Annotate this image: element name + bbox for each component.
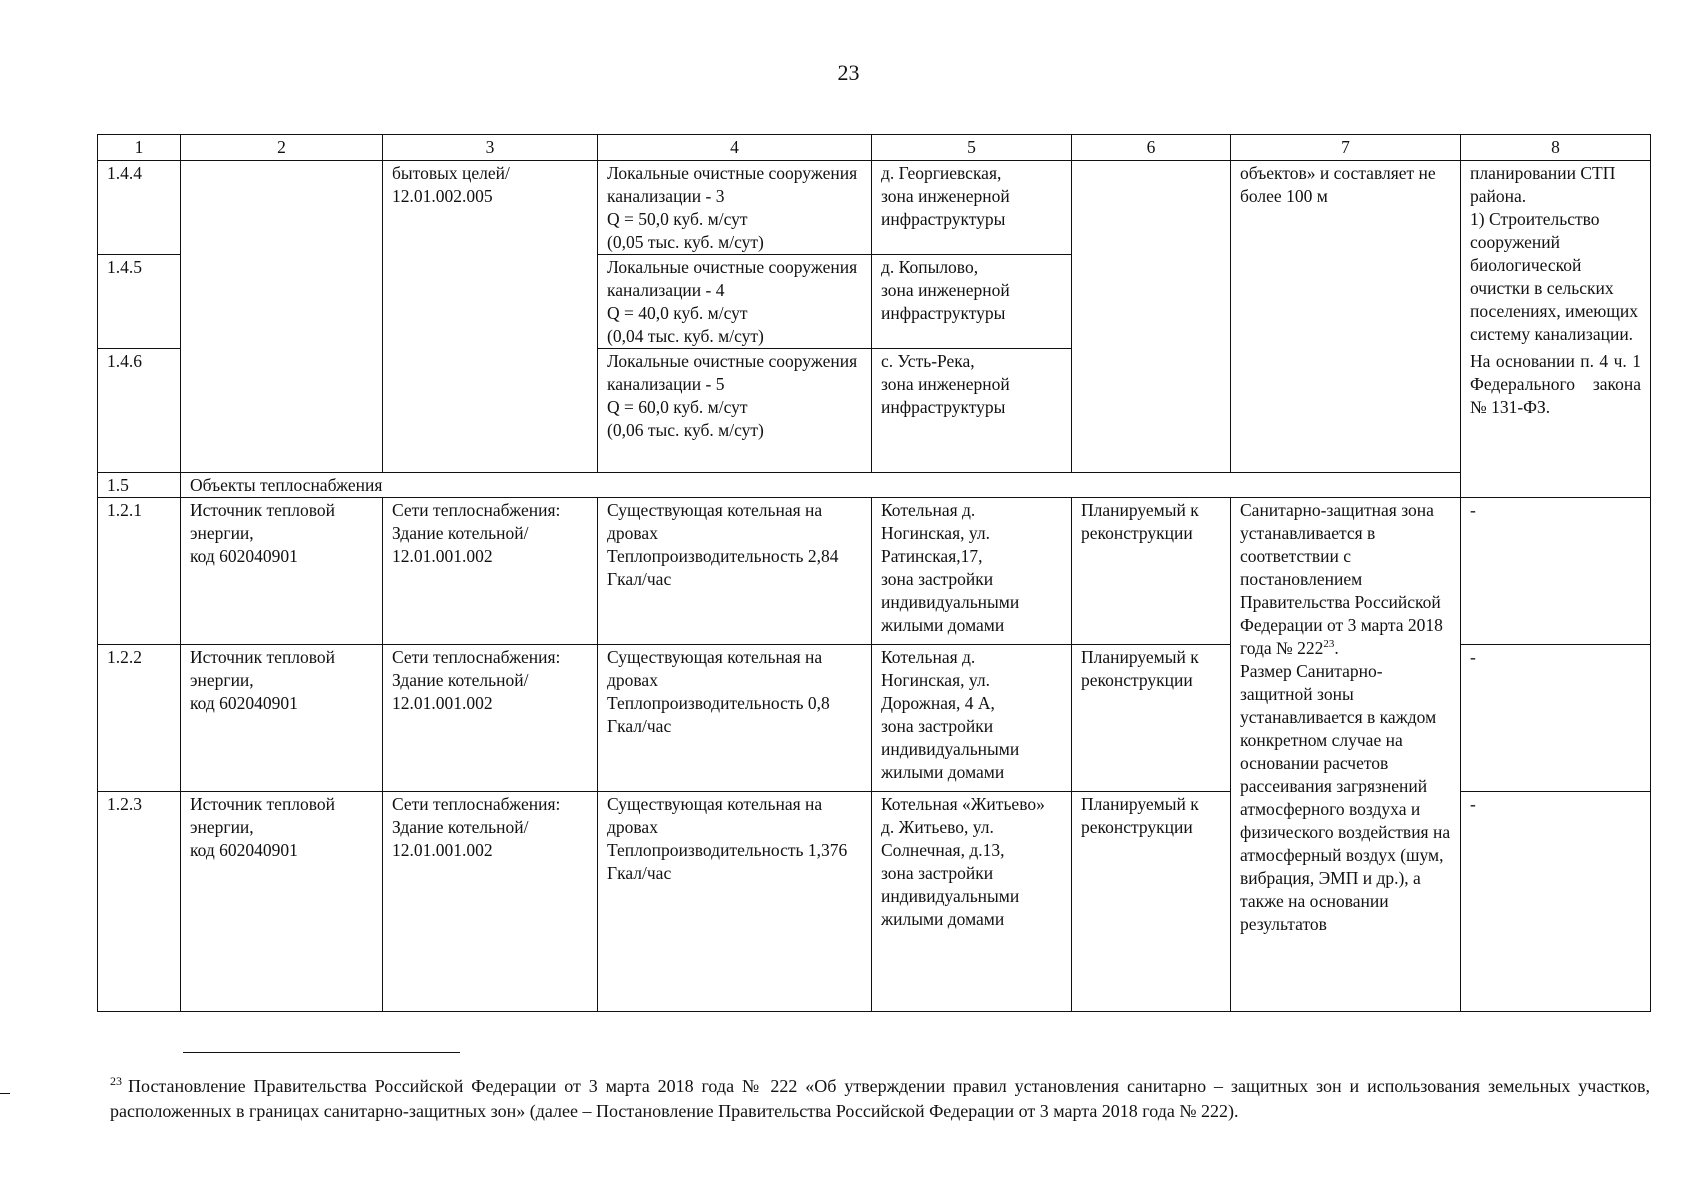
table-row [98,498,1651,645]
column-number: 7 [1231,135,1461,161]
status-cell: Планируемый к реконструкции [1072,645,1231,792]
footnote-separator [183,1052,460,1053]
object-code-cell: бытовых целей/ 12.01.002.005 [383,161,598,473]
object-name-cell: Существующая котельная на дровах Теплопроизводительность 1,376 Гкал/час [598,792,872,1012]
column-number: 4 [598,135,872,161]
object-name-cell: Локальные очистные сооружения канализации - 3 Q = 50,0 куб. м/сут (0,05 тыс. куб. м/сут) [598,161,872,255]
status-cell [1072,161,1231,473]
object-type-cell [181,161,383,473]
zone-cell [1231,498,1461,1012]
justification-law: На основании п. 4 ч. 1 Федерального закона № 131-ФЗ. [1470,351,1641,417]
column-number: 1 [98,135,181,161]
column-number: 6 [1072,135,1231,161]
column-number-row [98,135,1651,161]
object-type-cell: Источник тепловой энергии, код 602040901 [181,792,383,1012]
column-number: 8 [1461,135,1651,161]
location-cell: с. Усть-Река, зона инженерной инфраструктуры [872,349,1072,473]
justification-cell [1461,161,1651,498]
object-name-cell: Существующая котельная на дровах Теплопроизводительность 0,8 Гкал/час [598,645,872,792]
page-number: 23 [837,60,860,85]
location-cell: Котельная д. Ногинская, ул. Ратинская,17, зона застройки индивидуальными жилыми домами [872,498,1072,645]
justification-cell: - [1461,792,1651,1012]
section-title: Объекты теплоснабжения [181,473,1461,498]
row-number: 1.2.3 [98,792,181,1012]
object-type-cell: Источник тепловой энергии, код 602040901 [181,498,383,645]
footnote [110,1074,1650,1124]
status-cell: Планируемый к реконструкции [1072,792,1231,1012]
object-name-cell: Существующая котельная на дровах Теплопроизводительность 2,84 Гкал/час [598,498,872,645]
status-cell: Планируемый к реконструкции [1072,498,1231,645]
object-code-cell: Сети теплоснабжения: Здание котельной/ 12.01.001.002 [383,498,598,645]
planning-table [97,134,1651,1012]
zone-text: Санитарно-защитная зона устанавливается в соответствии с постановлением Правительства Российской Федерации от 3 марта 2018 года № 222 [1240,500,1443,658]
section-row [98,473,1651,498]
margin-dash [0,1093,10,1094]
location-cell: д. Георгиевская, зона инженерной инфраструктуры [872,161,1072,255]
justification-text: планировании СТП района. 1) Строительство сооружений биологической очистки в сельских поселениях, имеющих систему канализации. [1470,163,1638,344]
row-number: 1.4.6 [98,349,181,473]
column-number: 5 [872,135,1072,161]
column-number: 2 [181,135,383,161]
location-cell: Котельная «Житьево» д. Житьево, ул. Солнечная, д.13, зона застройки индивидуальными жилыми домами [872,792,1072,1012]
justification-cell: - [1461,498,1651,645]
object-name-cell: Локальные очистные сооружения канализации - 4 Q = 40,0 куб. м/сут (0,04 тыс. куб. м/сут) [598,255,872,349]
zone-cell: объектов» и составляет не более 100 м [1231,161,1461,473]
column-number: 3 [383,135,598,161]
row-number: 1.4.5 [98,255,181,349]
row-number: 1.2.1 [98,498,181,645]
row-number: 1.2.2 [98,645,181,792]
object-name-cell: Локальные очистные сооружения канализации - 5 Q = 60,0 куб. м/сут (0,06 тыс. куб. м/сут) [598,349,872,473]
location-cell: д. Копылово, зона инженерной инфраструктуры [872,255,1072,349]
object-code-cell: Сети теплоснабжения: Здание котельной/ 12.01.001.002 [383,645,598,792]
zone-text-cont: . Размер Санитарно-защитной зоны устанавливается в каждом конкретном случае на основании расчетов рассеивания загрязнений атмосферного воздуха и физического воздействия на атмосферный воздух (шум, вибрация, ЭМП и др.), а также на основании результатов [1240,638,1451,934]
row-number: 1.4.4 [98,161,181,255]
footnote-text: Постановление Правительства Российской Федерации от 3 марта 2018 года № 222 «Об утверждении правил установления санитарно – защитных зон и использования земельных участков, расположенных в границах санитарно-защитных зон» (далее – Постановление Правительства Российской Федерации от 3 марта 2018 года № 222). [110,1076,1650,1121]
justification-cell: - [1461,645,1651,792]
table-row [98,161,1651,255]
section-number: 1.5 [98,473,181,498]
object-code-cell: Сети теплоснабжения: Здание котельной/ 12.01.001.002 [383,792,598,1012]
location-cell: Котельная д. Ногинская, ул. Дорожная, 4 А, зона застройки индивидуальными жилыми домами [872,645,1072,792]
footnote-ref: 23 [1323,638,1335,651]
object-type-cell: Источник тепловой энергии, код 602040901 [181,645,383,792]
footnote-mark: 23 [110,1074,122,1088]
